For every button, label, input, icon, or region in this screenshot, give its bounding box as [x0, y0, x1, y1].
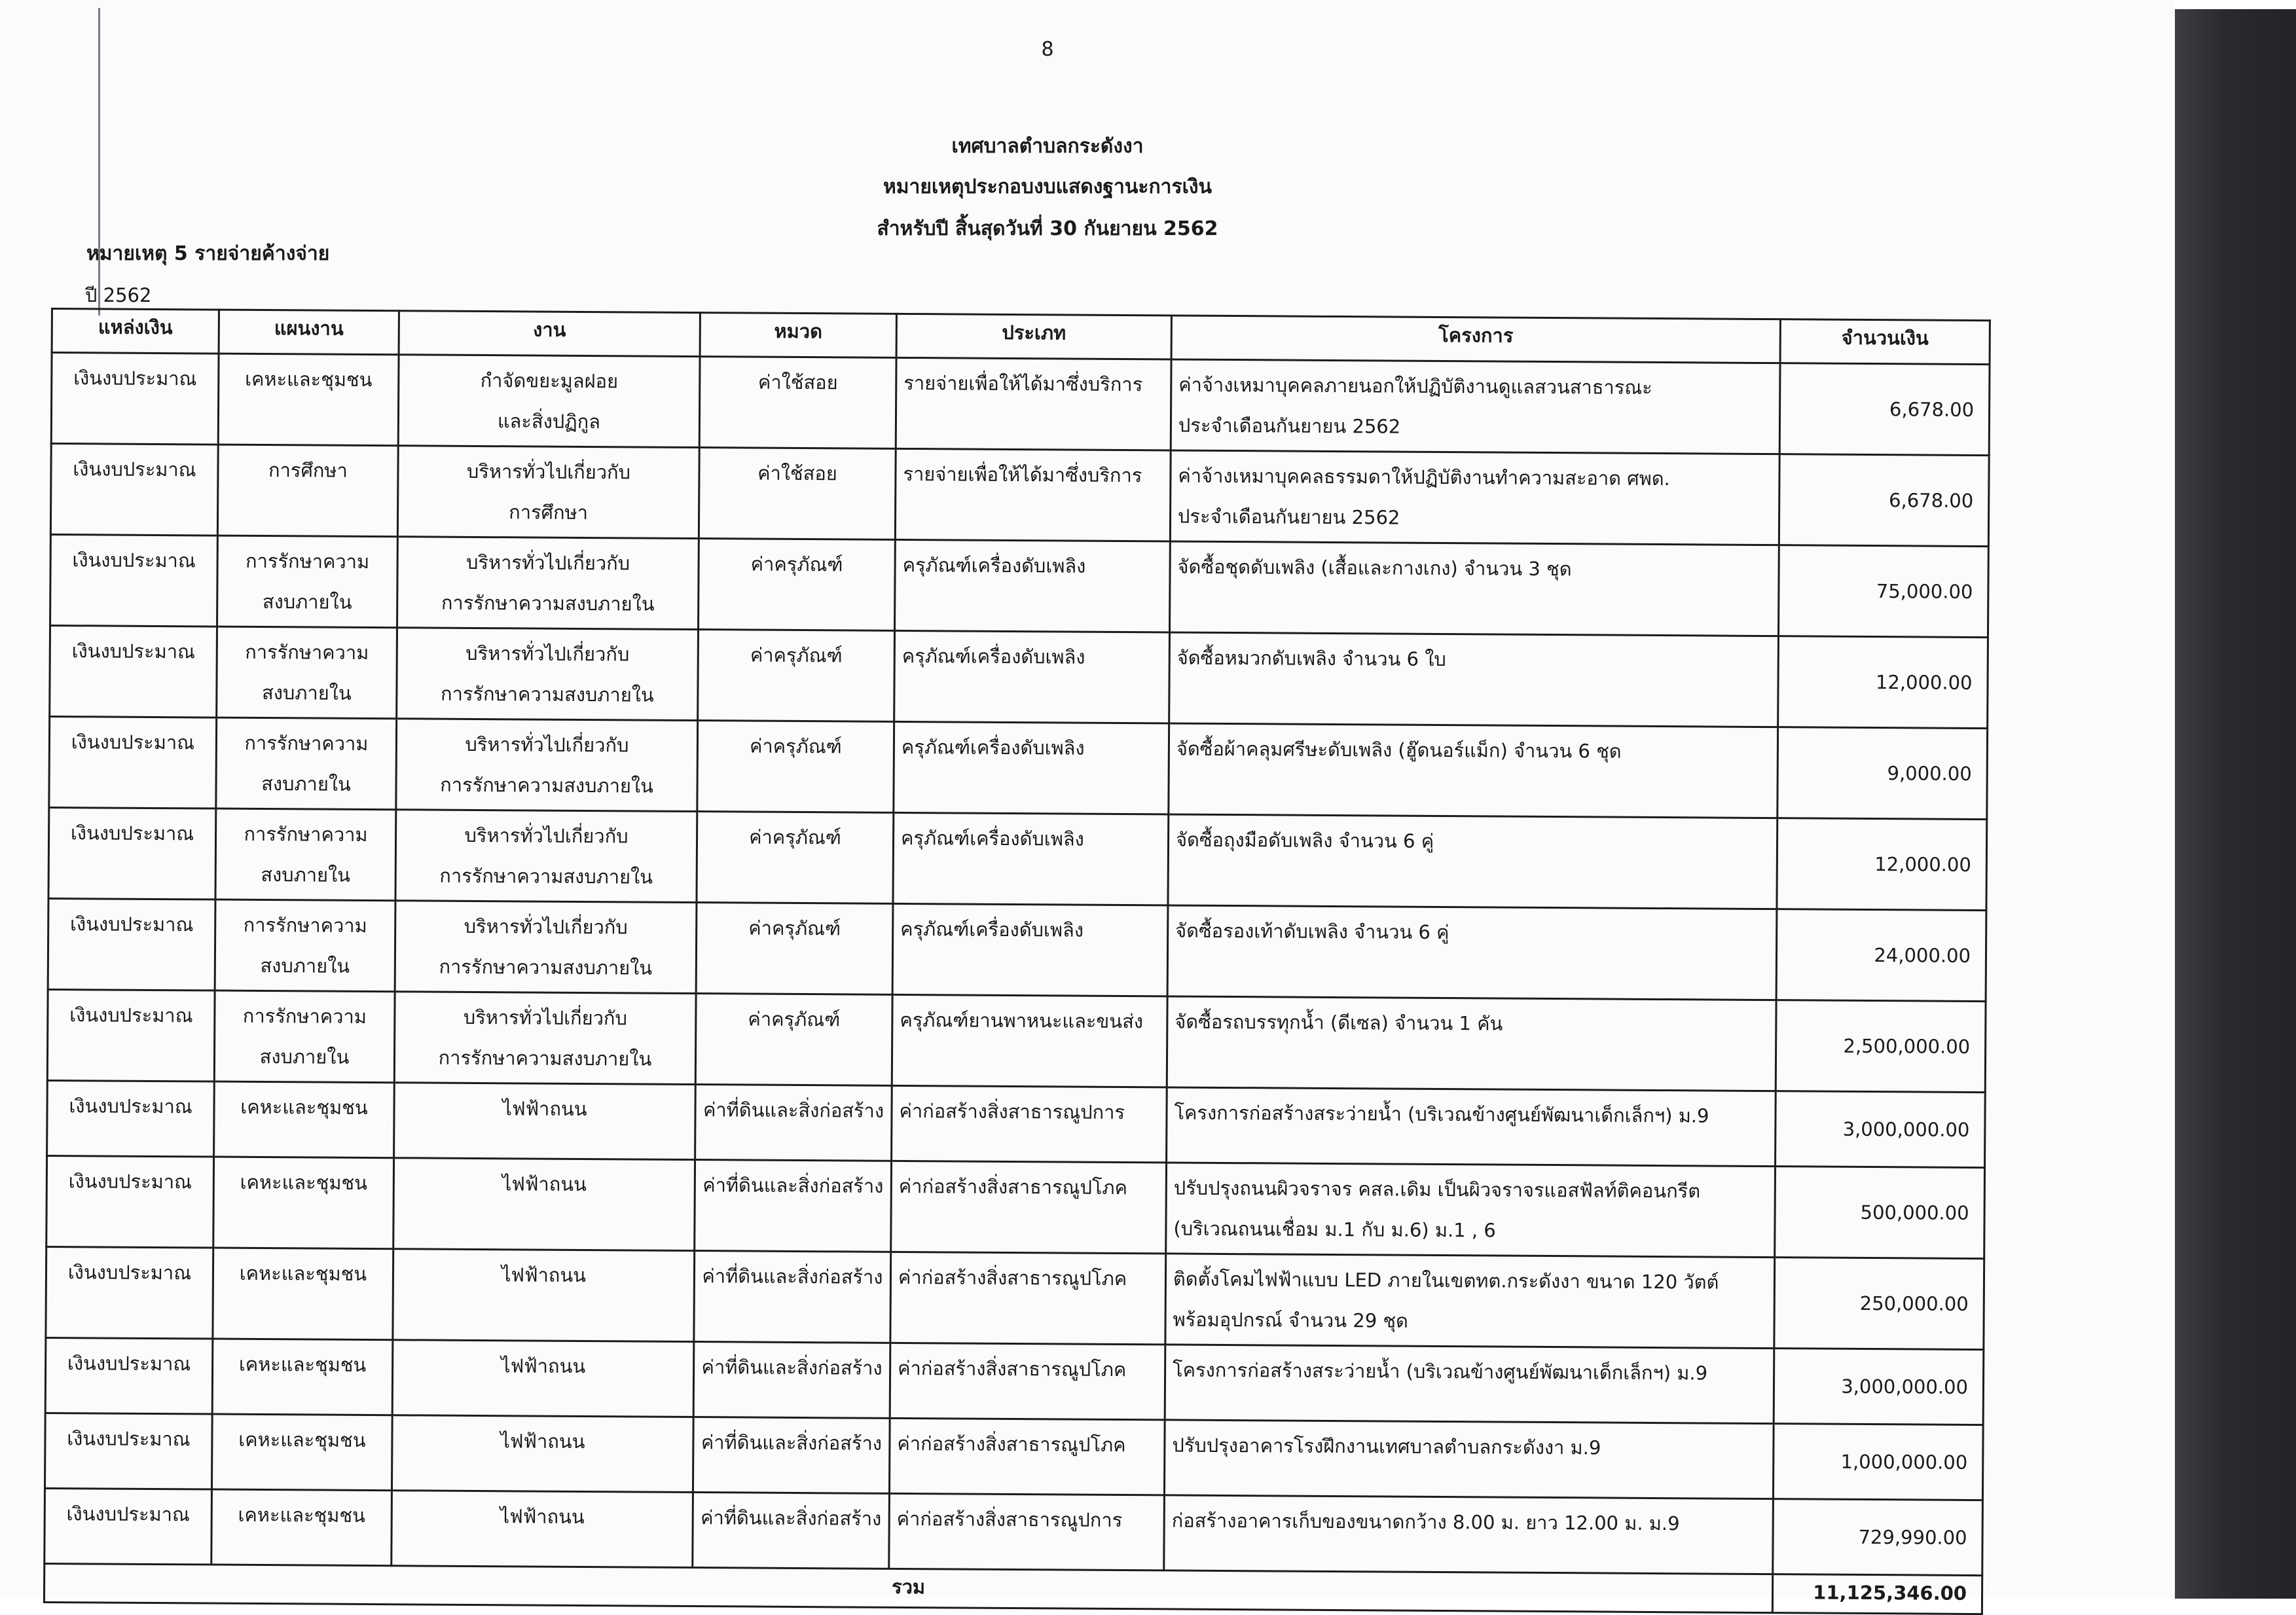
cell-project — [1164, 1495, 1774, 1574]
cell-category: ค่าที่ดินและสิ่งก่อสร้าง — [693, 1342, 890, 1419]
cell-source: เงินงบประมาณ — [50, 626, 217, 718]
cell-type: ครุภัณฑ์เครื่องดับเพลิง — [895, 539, 1171, 632]
cell-work-line: บริหารทั่วไปเกี่ยวกับ — [466, 460, 631, 484]
cell-plan-line: การรักษาความ — [242, 1004, 367, 1028]
column-header: โครงการ — [1171, 316, 1780, 363]
cell-plan-line: การรักษาความ — [243, 913, 367, 937]
accrued-expenses-table — [43, 308, 1991, 1615]
cell-type: ครุภัณฑ์เครื่องดับเพลิง — [892, 903, 1168, 996]
cell-category: ค่าที่ดินและสิ่งก่อสร้าง — [695, 1160, 892, 1252]
cell-amount: 1,000,000.00 — [1773, 1424, 1983, 1500]
cell-project — [1170, 541, 1779, 636]
cell-work-line: ไฟฟ้าถนน — [500, 1505, 585, 1529]
cell-amount: 6,678.00 — [1779, 454, 1989, 547]
cell-amount: 729,990.00 — [1773, 1499, 1983, 1576]
cell-type: ครุภัณฑ์เครื่องดับเพลิง — [894, 721, 1169, 814]
cell-plan — [217, 535, 398, 628]
cell-project-line: ปรับปรุงอาคารโรงฝึกงานเทศบาลตำบลกระดังงา ม.9 — [1172, 1434, 1601, 1459]
cell-project-line: จัดซื้อผ้าคลุมศรีษะดับเพลิง (ฮู๊ดนอร์แม็ก) จำนวน 6 ชุด — [1176, 737, 1622, 763]
cell-source: เงินงบประมาณ — [48, 807, 216, 899]
cell-type: ค่าก่อสร้างสิ่งสาธารณูปการ — [889, 1493, 1165, 1570]
cell-work — [394, 992, 696, 1085]
cell-work-line: บริหารทั่วไปเกี่ยวกับ — [464, 824, 629, 848]
cell-project — [1171, 359, 1780, 454]
cell-work-line: บริหารทั่วไปเกี่ยวกับ — [463, 1006, 628, 1030]
cell-plan — [217, 445, 398, 537]
page-number: 8 — [1041, 38, 1054, 61]
cell-plan-line: เคหะและชุมชน — [238, 1503, 366, 1527]
cell-plan-line: การรักษาความ — [246, 549, 370, 573]
cell-plan — [218, 354, 399, 446]
cell-project-line: ค่าจ้างเหมาบุคคลภายนอกให้ปฏิบัติงานดูแลสวนสาธารณะ — [1178, 373, 1652, 399]
cell-work-line: บริหารทั่วไปเกี่ยวกับ — [465, 642, 630, 666]
cell-project-line: จัดซื้อชุดดับเพลิง (เสื้อและกางเกง) จำนวน 3 ชุด — [1177, 555, 1572, 581]
cell-work-line: ไฟฟ้าถนน — [500, 1354, 586, 1378]
cell-plan — [216, 717, 397, 810]
cell-project — [1164, 1420, 1774, 1499]
cell-type: ค่าก่อสร้างสิ่งสาธารณูปโภค — [890, 1252, 1166, 1345]
year-label: ปี 2562 — [85, 284, 152, 306]
cell-type: รายจ่ายเพื่อให้ได้มาซึ่งบริการ — [895, 448, 1171, 541]
cell-project — [1170, 450, 1779, 545]
cell-amount: 24,000.00 — [1776, 909, 1986, 1002]
column-header: จำนวนเงิน — [1780, 319, 1990, 365]
cell-work-line: การรักษาความสงบภายใน — [438, 1046, 652, 1070]
cell-project — [1167, 996, 1776, 1091]
cell-work-line: กำจัดขยะมูลฝอย — [480, 369, 619, 393]
cell-plan — [213, 1248, 393, 1340]
cell-plan-line: เคหะและชุมชน — [240, 1170, 368, 1194]
cell-project — [1167, 905, 1777, 1000]
cell-type: ค่าก่อสร้างสิ่งสาธารณูปโภค — [889, 1418, 1165, 1495]
cell-plan-line: การรักษาความ — [244, 822, 368, 846]
cell-source: เงินงบประมาณ — [45, 1413, 212, 1489]
cell-project — [1169, 632, 1779, 727]
cell-work-line: การรักษาความสงบภายใน — [440, 682, 654, 706]
total-amount: 11,125,346.00 — [1772, 1574, 1982, 1614]
cell-work — [397, 628, 699, 721]
column-header: หมวด — [700, 313, 896, 358]
cell-work — [395, 901, 697, 994]
cell-work-line: ไฟฟ้าถนน — [501, 1172, 587, 1196]
cell-project — [1165, 1254, 1775, 1349]
cell-amount: 9,000.00 — [1777, 727, 1988, 820]
column-header: ประเภท — [896, 314, 1171, 359]
cell-category: ค่าใช้สอย — [699, 357, 896, 449]
page-fold-shadow — [98, 8, 100, 316]
table-row — [50, 535, 1989, 638]
cell-source: เงินงบประมาณ — [49, 716, 217, 808]
cell-project — [1169, 723, 1778, 818]
cell-type: ครุภัณฑ์เครื่องดับเพลิง — [894, 630, 1170, 723]
org-name: เทศบาลตำบลกระดังงา — [951, 135, 1144, 158]
cell-work-line: การศึกษา — [509, 501, 589, 524]
cell-plan — [215, 808, 396, 901]
cell-plan-line: เคหะและชุมชน — [238, 1428, 366, 1451]
cell-category: ค่าที่ดินและสิ่งก่อสร้าง — [694, 1251, 891, 1343]
note-title: หมายเหตุ 5 รายจ่ายค้างจ่าย — [86, 242, 330, 265]
cell-plan — [214, 1081, 395, 1158]
cell-amount: 250,000.00 — [1774, 1258, 1984, 1350]
cell-plan — [217, 626, 397, 719]
cell-amount: 3,000,000.00 — [1776, 1091, 1986, 1168]
cell-plan-line: เคหะและชุมชน — [245, 367, 373, 391]
cell-plan-line: สงบภายใน — [260, 954, 350, 977]
cell-work-line: บริหารทั่วไปเกี่ยวกับ — [465, 551, 630, 575]
cell-project-line: จัดซื้อหมวกดับเพลิง จำนวน 6 ใบ — [1176, 646, 1446, 671]
cell-project-line: พร้อมอุปกรณ์ จำนวน 29 ชุด — [1173, 1308, 1409, 1332]
cell-source: เงินงบประมาณ — [50, 535, 218, 627]
cell-project — [1166, 1163, 1776, 1258]
column-header: แผนงาน — [219, 310, 399, 355]
table-row — [50, 626, 1988, 729]
table-row — [49, 716, 1988, 819]
cell-amount: 3,000,000.00 — [1774, 1349, 1984, 1425]
cell-amount: 12,000.00 — [1778, 636, 1988, 729]
cell-plan — [211, 1414, 392, 1491]
table-row — [46, 1155, 1985, 1258]
cell-work — [396, 719, 698, 812]
cell-amount: 12,000.00 — [1777, 818, 1987, 911]
cell-plan-line: สงบภายใน — [261, 772, 351, 795]
cell-plan-line: เคหะและชุมชน — [240, 1095, 368, 1119]
cell-plan-line: สงบภายใน — [262, 590, 352, 613]
cell-work — [394, 1083, 696, 1160]
table-row — [45, 1413, 1983, 1500]
cell-plan — [211, 1489, 392, 1566]
accrued-expenses-table-wrap — [43, 308, 1989, 1615]
cell-category: ค่าครุภัณฑ์ — [697, 812, 894, 904]
cell-plan-line: การรักษาความ — [245, 640, 369, 664]
cell-type: ค่าก่อสร้างสิ่งสาธารณูปโภค — [891, 1161, 1167, 1254]
cell-category: ค่าที่ดินและสิ่งก่อสร้าง — [693, 1493, 890, 1569]
table-row — [45, 1337, 1984, 1424]
cell-project-line: จัดซื้อรถบรรทุกน้ำ (ดีเซล) จำนวน 1 คัน — [1175, 1010, 1503, 1035]
table-row — [48, 807, 1987, 910]
cell-work-line: บริหารทั่วไปเกี่ยวกับ — [464, 915, 628, 939]
cell-project-line: ก่อสร้างอาคารเก็บของขนาดกว้าง 8.00 ม. ยาว 12.00 ม. ม.9 — [1171, 1509, 1680, 1535]
document-title: หมายเหตุประกอบงบแสดงฐานะการเงิน — [883, 175, 1212, 198]
cell-amount: 2,500,000.00 — [1776, 1000, 1986, 1093]
cell-category: ค่าครุภัณฑ์ — [699, 539, 896, 631]
cell-amount: 75,000.00 — [1778, 545, 1988, 638]
cell-work-line: ไฟฟ้าถนน — [502, 1097, 587, 1121]
reporting-period: สำหรับปี สิ้นสุดวันที่ 30 กันยายน 2562 — [877, 217, 1218, 240]
cell-project — [1167, 1087, 1776, 1167]
cell-project — [1165, 1345, 1774, 1424]
cell-project-line: โครงการก่อสร้างสระว่ายน้ำ (บริเวณข้างศูนย์พัฒนาเด็กเล็กฯ) ม.9 — [1174, 1101, 1709, 1127]
cell-project — [1168, 814, 1777, 909]
cell-project-line: (บริเวณถนนเชื่อม ม.1 กับ ม.6) ม.1 , 6 — [1173, 1217, 1496, 1242]
table-row — [48, 898, 1986, 1001]
cell-plan — [213, 1157, 394, 1249]
total-label: รวม — [44, 1563, 1772, 1612]
cell-work — [398, 355, 700, 448]
cell-plan-line: การรักษาความ — [244, 731, 369, 755]
cell-amount: 6,678.00 — [1779, 363, 1990, 456]
cell-work-line: การรักษาความสงบภายใน — [439, 955, 653, 979]
cell-category: ค่าครุภัณฑ์ — [698, 630, 895, 722]
cell-source: เงินงบประมาณ — [47, 989, 215, 1081]
cell-work-line: การรักษาความสงบภายใน — [441, 591, 655, 615]
cell-work-line: บริหารทั่วไปเกี่ยวกับ — [465, 733, 629, 757]
column-header: แหล่งเงิน — [52, 309, 219, 354]
cell-category: ค่าใช้สอย — [699, 448, 896, 540]
cell-plan-line: สงบภายใน — [261, 681, 352, 704]
cell-type: ครุภัณฑ์เครื่องดับเพลิง — [893, 812, 1169, 905]
cell-project-line: ปรับปรุงถนนผิวจราจร คสล.เดิม เป็นผิวจราจรแอสฟัลท์ติคอนกรีต — [1173, 1176, 1701, 1203]
cell-source: เงินงบประมาณ — [46, 1155, 214, 1248]
cell-amount: 500,000.00 — [1775, 1167, 1985, 1259]
cell-work — [395, 810, 697, 903]
cell-project-line: ติดตั้งโคมไฟฟ้าแบบ LED ภายในเขตทต.กระดังงา ขนาด 120 วัตต์ — [1173, 1267, 1719, 1294]
cell-project-line: จัดซื้อรองเท้าดับเพลิง จำนวน 6 คู่ — [1175, 919, 1449, 944]
cell-project-line: โครงการก่อสร้างสระว่ายน้ำ (บริเวณข้างศูนย์พัฒนาเด็กเล็กฯ) ม.9 — [1173, 1358, 1708, 1385]
table-body — [45, 353, 1990, 1576]
cell-plan-line: การศึกษา — [268, 459, 348, 482]
cell-work — [393, 1249, 695, 1342]
cell-work — [392, 1415, 693, 1493]
cell-source: เงินงบประมาณ — [46, 1246, 213, 1339]
cell-work — [397, 537, 699, 630]
cell-plan — [212, 1339, 393, 1415]
cell-category: ค่าที่ดินและสิ่งก่อสร้าง — [693, 1417, 890, 1494]
cell-category: ค่าที่ดินและสิ่งก่อสร้าง — [695, 1085, 892, 1161]
cell-category: ค่าครุภัณฑ์ — [696, 903, 893, 995]
cell-work — [392, 1340, 694, 1417]
cell-plan-line: เคหะและชุมชน — [239, 1261, 367, 1285]
cell-project-line: ค่าจ้างเหมาบุคคลธรรมดาให้ปฏิบัติงานทำความสะอาด ศพด. — [1178, 464, 1670, 490]
cell-work-line: การรักษาความสงบภายใน — [439, 864, 653, 888]
cell-source: เงินงบประมาณ — [48, 898, 215, 990]
table-row — [47, 1080, 1986, 1167]
cell-work-line: การรักษาความสงบภายใน — [440, 773, 654, 797]
cell-work — [397, 446, 699, 539]
cell-type: รายจ่ายเพื่อให้ได้มาซึ่งบริการ — [896, 357, 1171, 450]
cell-source: เงินงบประมาณ — [47, 1080, 215, 1157]
table-row — [50, 444, 1989, 547]
cell-project-line: ประจำเดือนกันยายน 2562 — [1177, 505, 1400, 529]
cell-work-line: ไฟฟ้าถนน — [500, 1430, 585, 1453]
cell-work-line: ไฟฟ้าถนน — [501, 1263, 587, 1287]
cell-work — [392, 1491, 693, 1568]
cell-type: ค่าก่อสร้างสิ่งสาธารณูปโภค — [890, 1343, 1165, 1420]
cell-category: ค่าครุภัณฑ์ — [695, 994, 892, 1086]
cell-source: เงินงบประมาณ — [45, 1337, 213, 1414]
table-row — [45, 1488, 1983, 1575]
table-row — [46, 1246, 1984, 1349]
cell-plan — [215, 899, 395, 992]
table-row — [51, 353, 1990, 456]
cell-category: ค่าครุภัณฑ์ — [697, 721, 894, 813]
cell-type: ครุภัณฑ์ยานพาหนะและขนส่ง — [892, 994, 1167, 1087]
scanner-edge-shadow — [2175, 9, 2296, 1599]
table-row — [47, 989, 1986, 1092]
cell-type: ค่าก่อสร้างสิ่งสาธารณูปการ — [892, 1085, 1167, 1163]
cell-project-line: จัดซื้อถุงมือดับเพลิง จำนวน 6 คู่ — [1175, 828, 1434, 852]
column-header: งาน — [399, 311, 700, 357]
cell-work-line: และสิ่งปฏิกูล — [497, 410, 601, 433]
cell-project-line: ประจำเดือนกันยายน 2562 — [1178, 414, 1401, 438]
cell-plan — [214, 990, 395, 1083]
cell-source: เงินงบประมาณ — [51, 353, 219, 445]
cell-plan-line: เคหะและชุมชน — [238, 1352, 367, 1376]
cell-source: เงินงบประมาณ — [50, 444, 218, 536]
cell-plan-line: สงบภายใน — [261, 863, 351, 886]
cell-work — [393, 1158, 695, 1251]
cell-plan-line: สงบภายใน — [259, 1045, 350, 1068]
cell-source: เงินงบประมาณ — [45, 1488, 212, 1565]
